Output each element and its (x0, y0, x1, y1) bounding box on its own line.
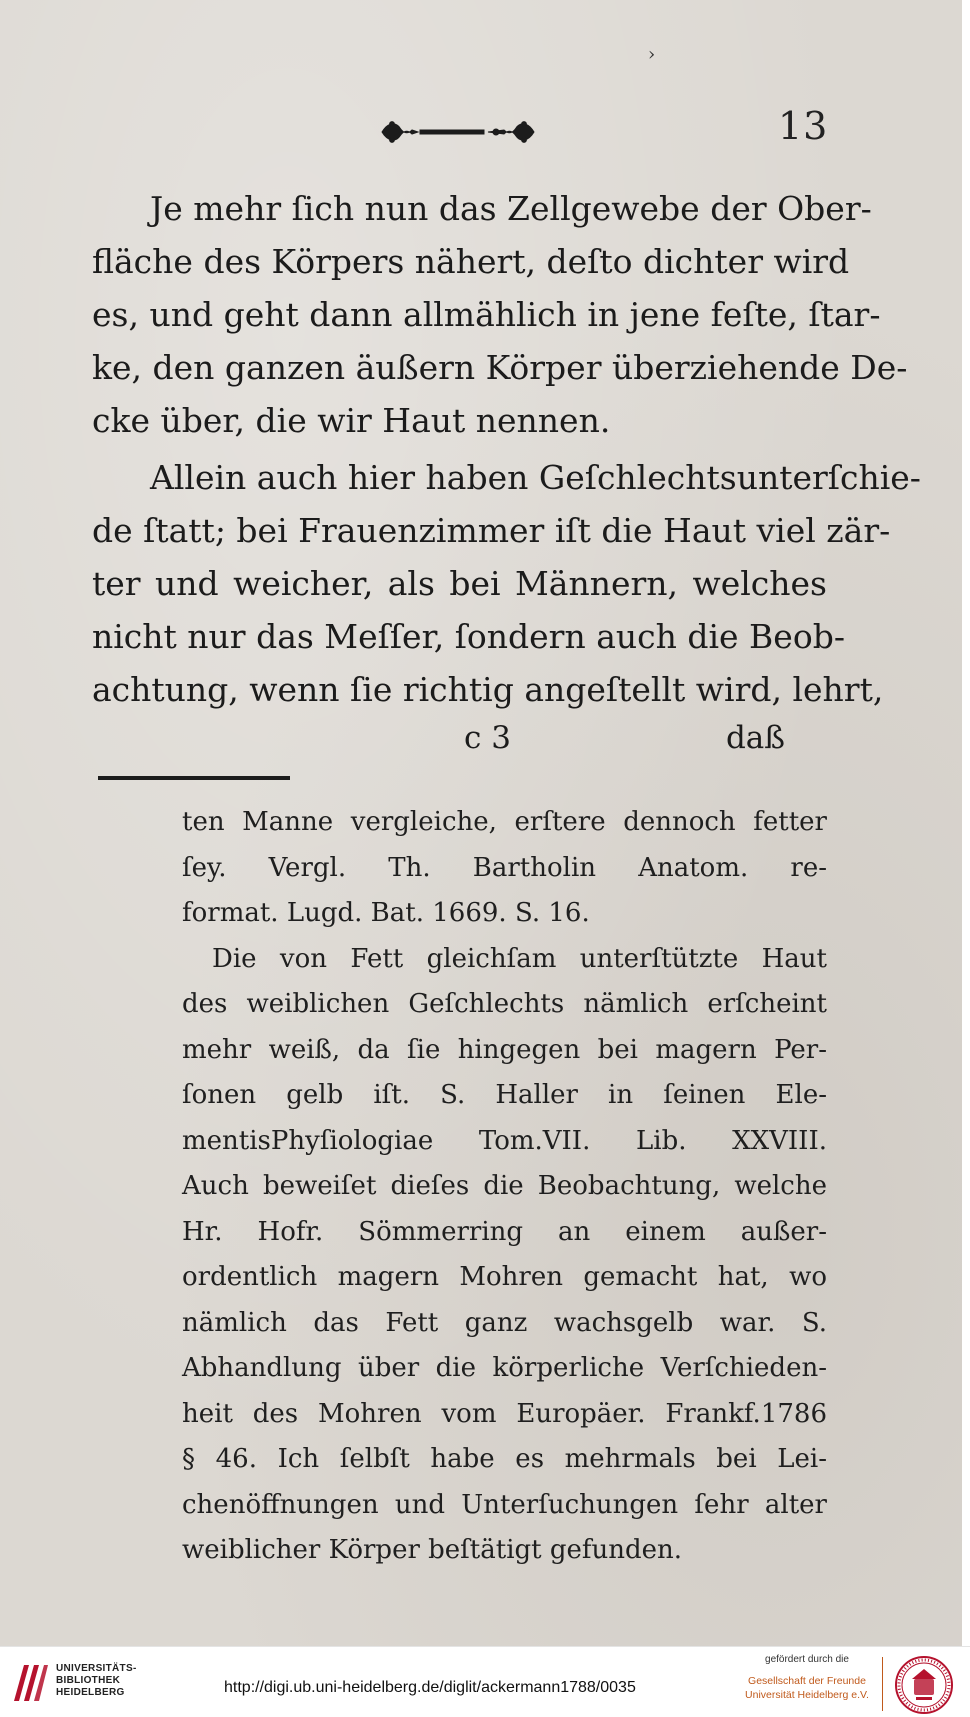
text-line: Allein auch hier haben Geſchlechtsunterſchie- (150, 458, 921, 497)
text-line: ke, den ganzen äußern Körper überziehende De- (92, 348, 908, 387)
text-line: nicht nur das Meſſer, ſondern auch die Beob- (92, 617, 845, 656)
library-name-line: BIBLIOTHEK (56, 1675, 121, 1686)
footer-bar (0, 1646, 970, 1717)
main-text (92, 182, 921, 720)
footnote-rule (98, 776, 290, 780)
funding-label: gefördert durch die (765, 1654, 849, 1665)
library-name-line: UNIVERSITÄTS- (56, 1663, 137, 1674)
footnote-line: ordentlich magern Mohren gemacht hat, wo (182, 1262, 827, 1292)
library-name-line: HEIDELBERG (56, 1687, 125, 1698)
footnote-line: § 46. Ich ſelbſt habe es mehrmals bei Lei- (182, 1444, 827, 1474)
text-line: fläche des Körpers nähert, deſto dichter wird (92, 242, 850, 281)
footnote-line: nämlich das Fett ganz wachsgelb war. S. (182, 1307, 827, 1338)
text-line: ter und weicher, als bei Männern, welches (92, 564, 827, 603)
funding-credit[interactable] (736, 1653, 878, 1702)
library-name[interactable] (56, 1663, 137, 1699)
footnote-line: Hr. Hofr. Sömmerring an einem außer- (182, 1216, 827, 1247)
footnote-line: chenöffnungen und Unterſuchungen ſehr alter (182, 1489, 827, 1520)
university-seal-icon (894, 1655, 954, 1715)
text-line: es, und geht dann allmählich in jene feſte, ſtar- (92, 295, 881, 334)
funding-org-line: Universität Heidelberg e.V. (745, 1689, 869, 1701)
text-line: de ſtatt; bei Frauenzimmer iſt die Haut viel zär- (92, 511, 891, 550)
page-url-link[interactable]: http://digi.ub.uni-heidelberg.de/diglit/ackermann1788/0035 (224, 1679, 636, 1696)
ink-speck: › (648, 44, 656, 65)
footnote-line: format. Lugd. Bat. 1669. S. 16. (182, 898, 590, 928)
footnote-line: des weiblichen Geſchlechts nämlich erſcheint (182, 989, 827, 1019)
funding-org-line: Gesellschaft der Freunde (748, 1675, 866, 1687)
signature-mark: c 3 (464, 720, 511, 756)
paragraph-2 (92, 451, 921, 716)
footnote (182, 800, 827, 1574)
text-line: Je mehr ſich nun das Zellgewebe der Ober- (150, 189, 872, 228)
text-line: achtung, wenn ſie richtig angeſtellt wird, lehrt, (92, 670, 884, 709)
paragraph-1 (92, 182, 908, 447)
footnote-line: mentisPhyſiologiae Tom.VII. Lib. XXVIII. (182, 1125, 827, 1156)
footnote-line: ſonen gelb iſt. S. Haller in ſeinen Ele- (182, 1080, 827, 1110)
footer-divider (882, 1657, 883, 1711)
footnote-line: Die von Fett gleichſam unterſtützte Haut (212, 943, 827, 974)
library-logo-icon[interactable] (10, 1661, 50, 1705)
text-line: cke über, die wir Haut nennen. (92, 401, 611, 440)
footnote-line: heit des Mohren vom Europäer. Frankf.1786 (182, 1398, 827, 1429)
footnote-line: weiblicher Körper beſtätigt gefunden. (182, 1535, 683, 1565)
footnote-line: ſey. Vergl. Th. Bartholin Anatom. re- (182, 852, 827, 883)
footnote-line: mehr weiß, da ſie hingegen bei magern Per- (182, 1034, 827, 1065)
page-number: 13 (778, 104, 829, 148)
catchline (92, 720, 827, 768)
footnote-line: ten Manne vergleiche, erſtere dennoch fetter (182, 807, 827, 837)
footnote-line: Abhandlung über die körperliche Verſchieden- (182, 1353, 827, 1383)
ornament-icon (378, 112, 538, 152)
catchword: daß (725, 720, 785, 756)
footnote-line: Auch beweiſet dieſes die Beobachtung, welche (182, 1171, 827, 1201)
